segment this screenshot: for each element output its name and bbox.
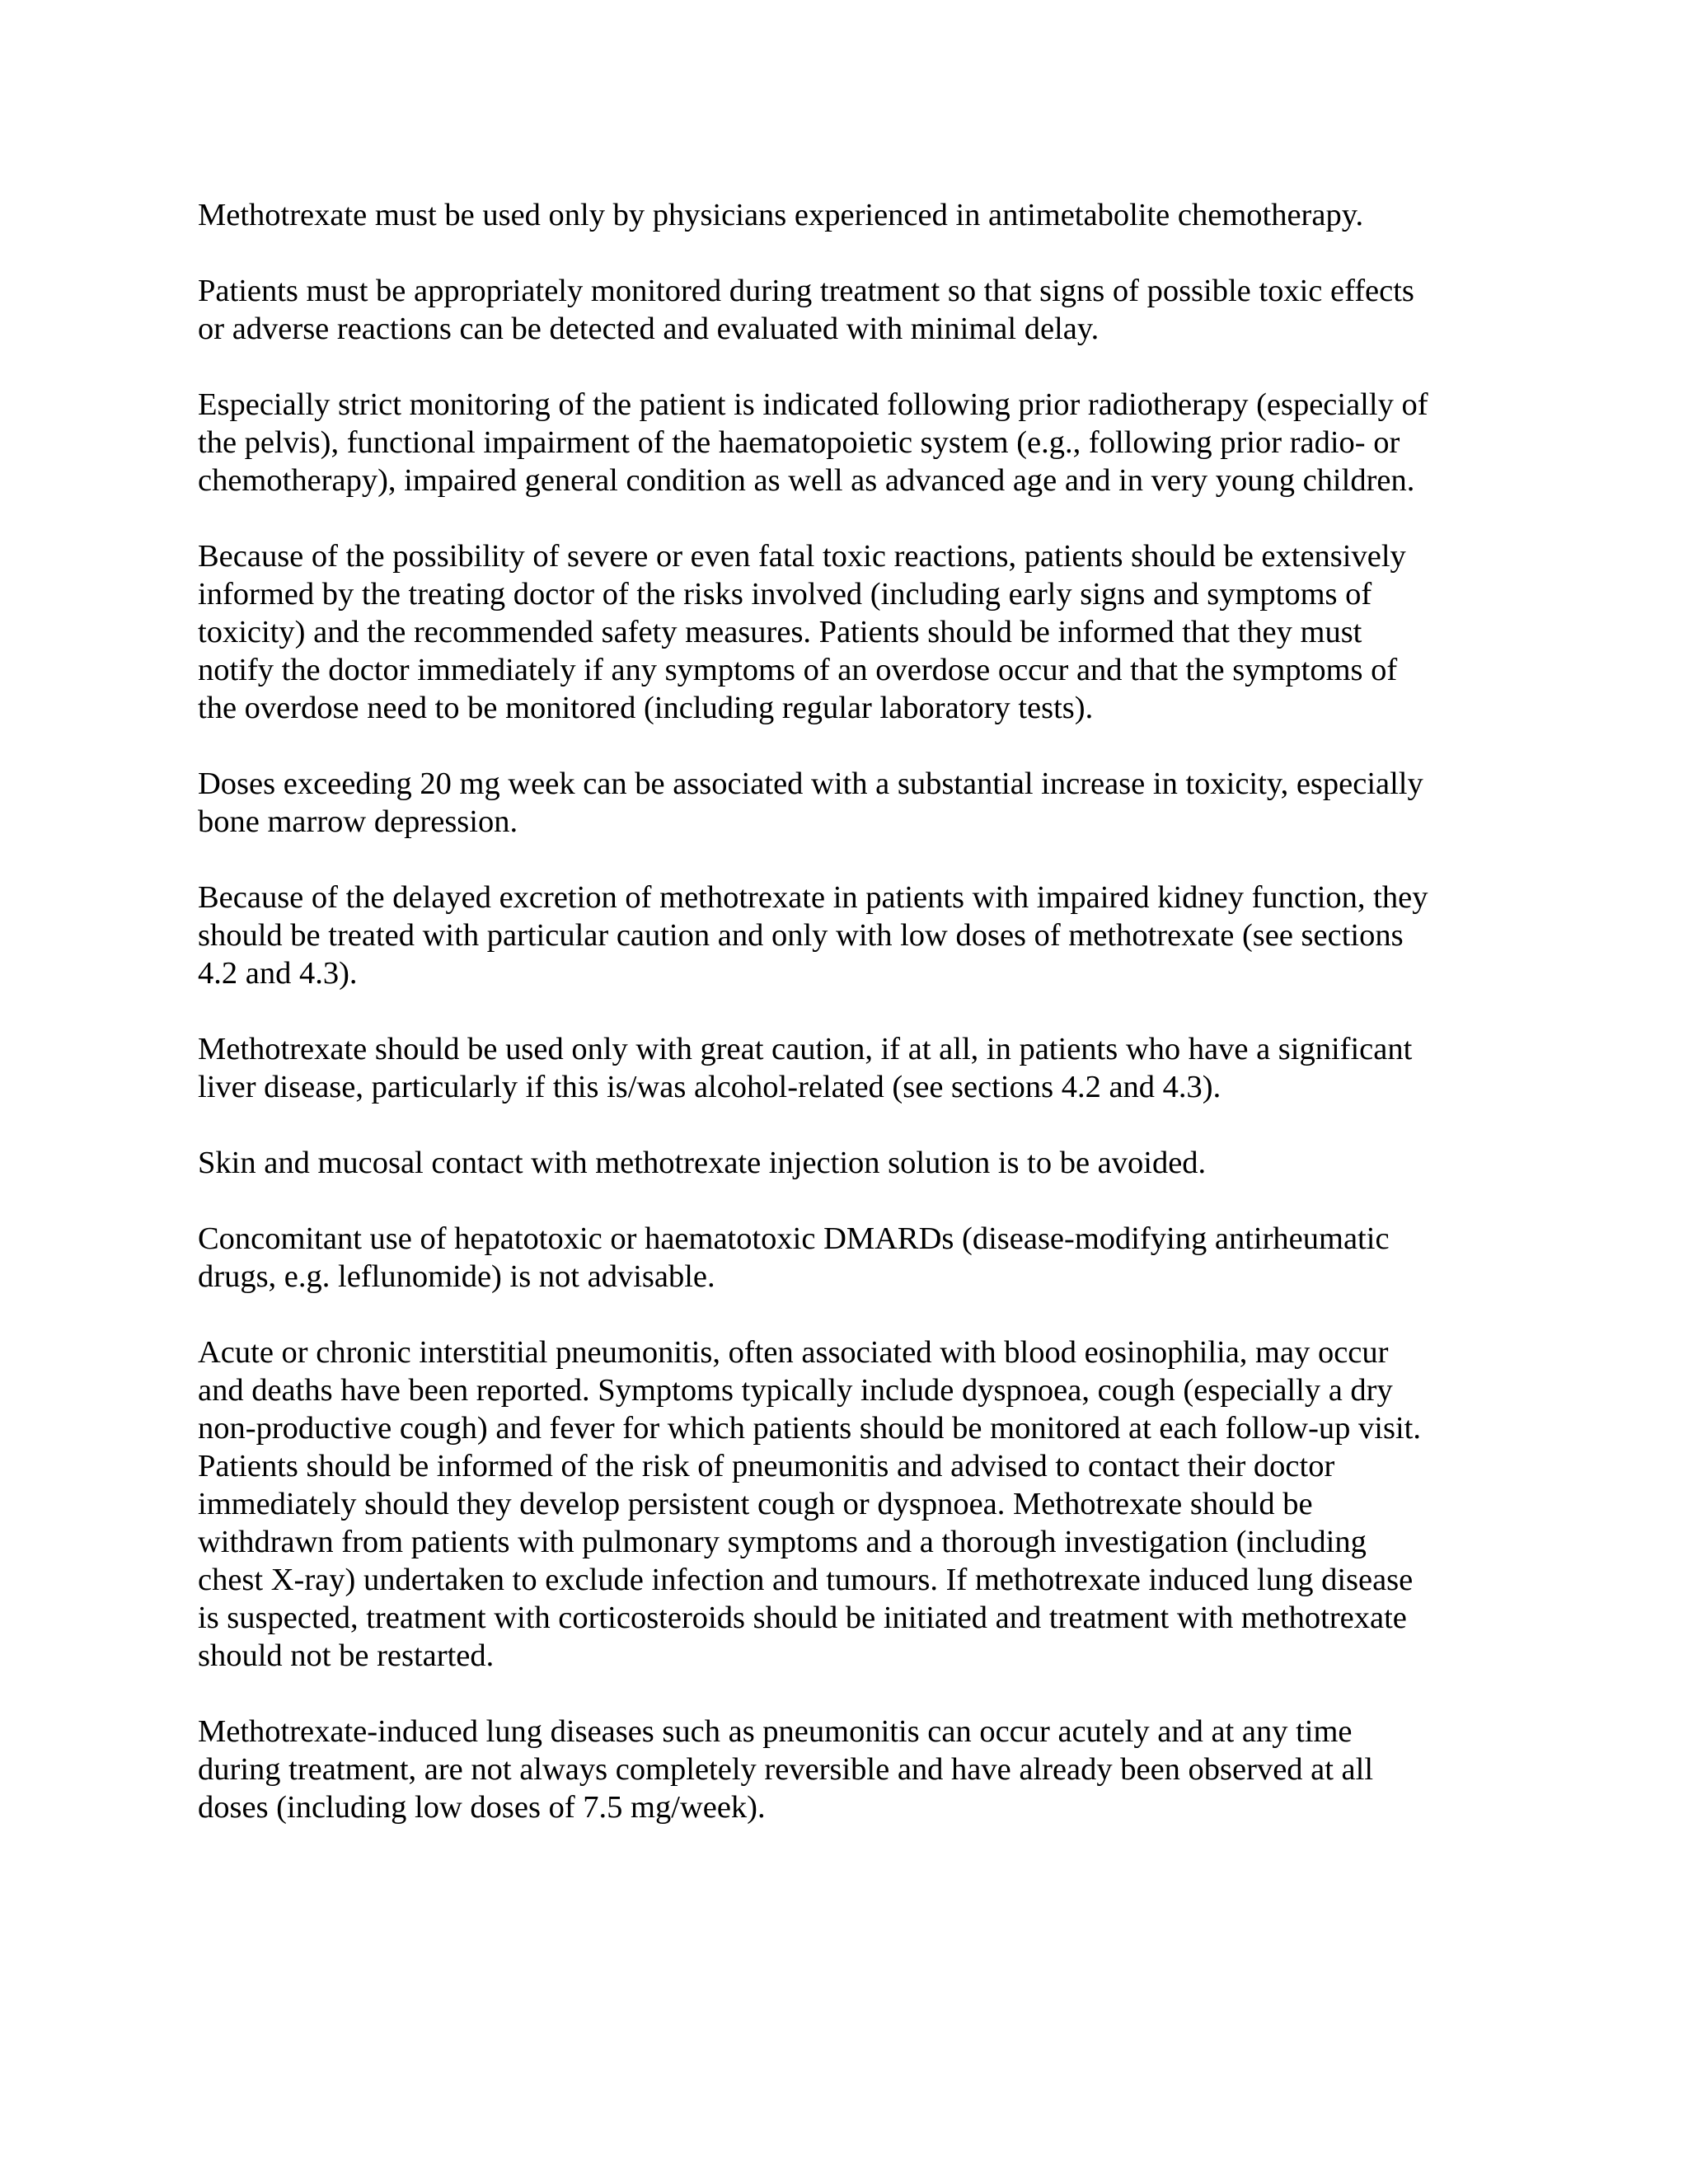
paragraph-7	[198, 1030, 1533, 1106]
paragraph-line: chest X-ray) undertaken to exclude infection and tumours. If methotrexate induced lung disease	[198, 1563, 1414, 1597]
paragraph-line: doses (including low doses of 7.5 mg/week).	[198, 1790, 766, 1825]
paragraph-line: bone marrow depression.	[198, 804, 518, 839]
paragraph-6	[198, 879, 1533, 992]
paragraph-8	[198, 1144, 1533, 1182]
paragraph-line: and deaths have been reported. Symptoms typically include dyspnoea, cough (especially a dry	[198, 1373, 1393, 1408]
paragraph-line: chemotherapy), impaired general condition as well as advanced age and in very young children.	[198, 463, 1415, 498]
paragraph-line: liver disease, particularly if this is/was alcohol-related (see sections 4.2 and 4.3).	[198, 1070, 1221, 1104]
paragraph-line: withdrawn from patients with pulmonary symptoms and a thorough investigation (including	[198, 1525, 1367, 1559]
paragraph-9	[198, 1220, 1533, 1296]
paragraph-line: the overdose need to be monitored (including regular laboratory tests).	[198, 691, 1094, 725]
paragraph-1	[198, 196, 1533, 234]
paragraph-11	[198, 1713, 1533, 1826]
paragraph-line: or adverse reactions can be detected and evaluated with minimal delay.	[198, 312, 1100, 346]
paragraph-line: Methotrexate must be used only by physicians experienced in antimetabolite chemotherapy.	[198, 198, 1364, 232]
paragraph-line: Methotrexate-induced lung diseases such as pneumonitis can occur acutely and at any time	[198, 1714, 1353, 1749]
paragraph-line: during treatment, are not always completely reversible and have already been observed at all	[198, 1752, 1374, 1787]
paragraph-line: Acute or chronic interstitial pneumonitis, often associated with blood eosinophilia, may occur	[198, 1335, 1389, 1370]
paragraph-line: should not be restarted.	[198, 1638, 495, 1673]
paragraph-line: Patients should be informed of the risk of pneumonitis and advised to contact their doctor	[198, 1449, 1335, 1483]
paragraph-line: Especially strict monitoring of the patient is indicated following prior radiotherapy (especially of	[198, 387, 1428, 422]
paragraph-line: Because of the possibility of severe or even fatal toxic reactions, patients should be extensively	[198, 539, 1406, 574]
paragraph-4	[198, 537, 1533, 727]
paragraph-10	[198, 1333, 1533, 1675]
paragraph-line: Patients must be appropriately monitored during treatment so that signs of possible toxic effects	[198, 274, 1414, 308]
paragraph-line: notify the doctor immediately if any symptoms of an overdose occur and that the symptoms of	[198, 653, 1398, 687]
document-body	[198, 196, 1533, 1864]
paragraph-line: drugs, e.g. leflunomide) is not advisable.	[198, 1259, 715, 1294]
paragraph-line: Doses exceeding 20 mg week can be associated with a substantial increase in toxicity, especially	[198, 766, 1423, 801]
paragraph-line: toxicity) and the recommended safety measures. Patients should be informed that they must	[198, 615, 1362, 649]
paragraph-line: Methotrexate should be used only with great caution, if at all, in patients who have a significant	[198, 1032, 1413, 1066]
paragraph-line: the pelvis), functional impairment of the haematopoietic system (e.g., following prior radio- or	[198, 425, 1400, 460]
paragraph-line: non-productive cough) and fever for which patients should be monitored at each follow-up visit.	[198, 1411, 1421, 1446]
paragraph-line: should be treated with particular caution and only with low doses of methotrexate (see sections	[198, 918, 1404, 953]
paragraph-line: Concomitant use of hepatotoxic or haematotoxic DMARDs (disease-modifying antirheumatic	[198, 1221, 1390, 1256]
paragraph-2	[198, 272, 1533, 348]
paragraph-line: Because of the delayed excretion of methotrexate in patients with impaired kidney function, they	[198, 880, 1428, 915]
paragraph-line: informed by the treating doctor of the risks involved (including early signs and symptoms of	[198, 577, 1372, 612]
paragraph-5	[198, 765, 1533, 841]
paragraph-line: 4.2 and 4.3).	[198, 956, 358, 991]
paragraph-3	[198, 386, 1533, 499]
paragraph-line: Skin and mucosal contact with methotrexate injection solution is to be avoided.	[198, 1146, 1207, 1180]
paragraph-line: immediately should they develop persistent cough or dyspnoea. Methotrexate should be	[198, 1487, 1313, 1521]
paragraph-line: is suspected, treatment with corticosteroids should be initiated and treatment with methotrexate	[198, 1601, 1407, 1635]
